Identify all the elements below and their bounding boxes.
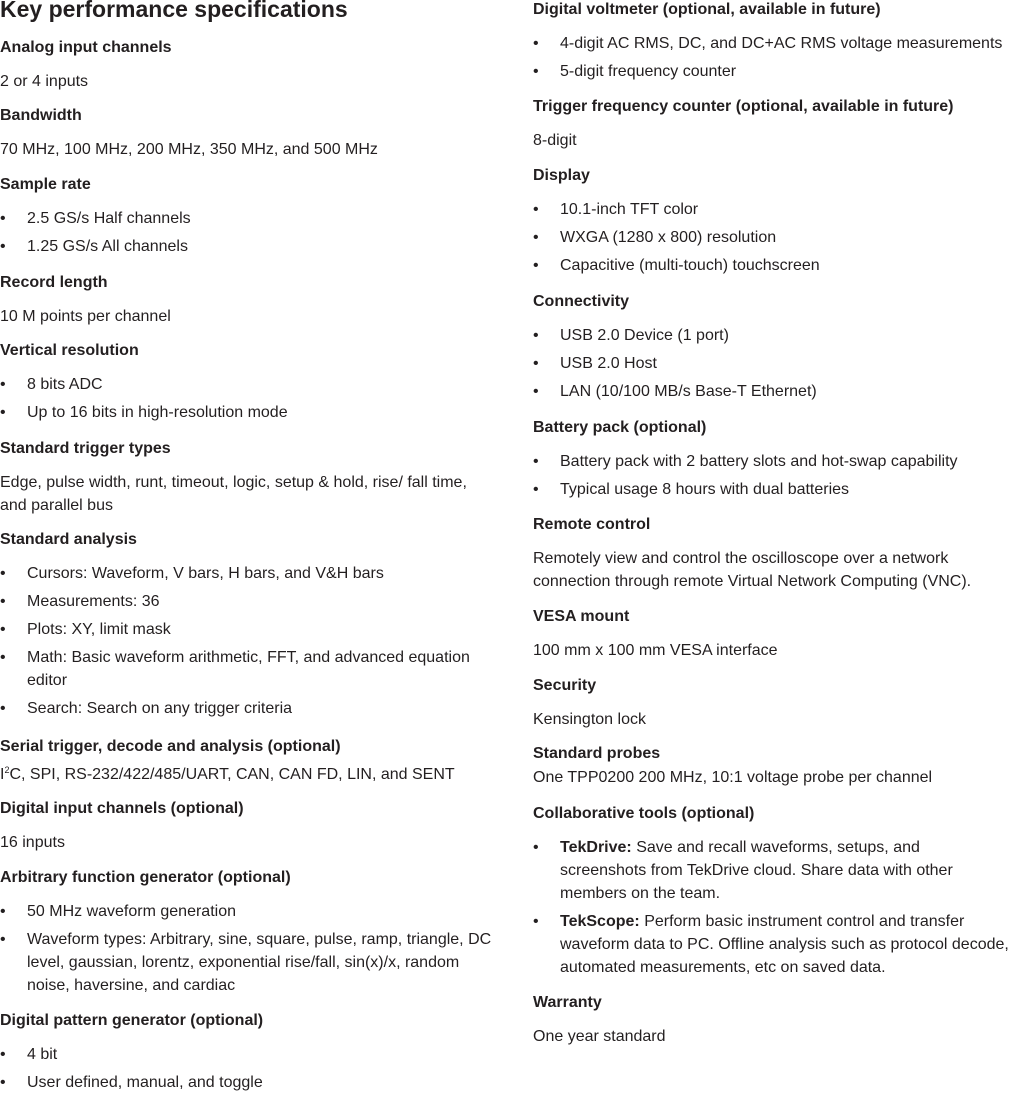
section-heading: VESA mount — [533, 608, 630, 625]
section-warranty — [533, 992, 1028, 1048]
tekdrive-text: Save and recall waveforms, setups, and screenshots from TekDrive cloud. Share data with other members on the team. — [560, 839, 953, 902]
section-connectivity — [533, 291, 1028, 403]
section-heading: Standard probes — [533, 745, 661, 762]
section-heading: Warranty — [533, 994, 602, 1011]
section-bandwidth — [0, 105, 505, 161]
section-heading: Security — [533, 677, 597, 694]
section-standard-probes — [533, 743, 1028, 789]
bullet-list — [533, 198, 1028, 277]
section-text: Remotely view and control the oscilloscope over a network connection through remote Virtual Network Computing (VNC). — [533, 550, 972, 590]
list-item-tekscope — [533, 910, 1028, 979]
section-heading: Collaborative tools (optional) — [533, 805, 755, 822]
list-item: • 10.1-inch TFT color — [533, 198, 1028, 221]
section-sample-rate — [0, 174, 505, 258]
section-heading: Record length — [0, 274, 108, 291]
i2c-prefix: I — [0, 766, 5, 783]
tekscope-label: TekScope: — [560, 913, 640, 930]
section-battery-pack — [533, 417, 1028, 501]
list-item: • 5-digit frequency counter — [533, 60, 1028, 83]
section-vesa-mount — [533, 606, 1028, 662]
list-item: • 8 bits ADC — [0, 373, 505, 396]
tekdrive-label: TekDrive: — [560, 839, 632, 856]
section-heading: Digital input channels (optional) — [0, 800, 244, 817]
list-item: • USB 2.0 Device (1 port) — [533, 324, 1028, 347]
list-item: • Plots: XY, limit mask — [0, 618, 480, 641]
section-heading: Connectivity — [533, 293, 630, 310]
list-item: • 1.25 GS/s All channels — [0, 235, 505, 258]
section-record-length — [0, 272, 505, 328]
bullet-list — [0, 562, 480, 720]
list-item: • Waveform types: Arbitrary, sine, square, pulse, ramp, triangle, DC level, gaussian, lorentz, exponential rise/fall, sin(x)/x, random noise, haversine, and cardiac — [0, 928, 502, 997]
section-serial-trigger — [0, 736, 505, 786]
list-item: • WXGA (1280 x 800) resolution — [533, 226, 1028, 249]
section-analog-input-channels — [0, 37, 505, 93]
serial-protocols: C, SPI, RS-232/422/485/UART, CAN, CAN FD, LIN, and SENT — [9, 766, 455, 783]
list-item: • 4 bit — [0, 1043, 505, 1066]
section-heading: Sample rate — [0, 176, 91, 193]
section-text: Kensington lock — [533, 711, 646, 728]
list-item: • Cursors: Waveform, V bars, H bars, and V&H bars — [0, 562, 480, 585]
list-item-tekdrive — [533, 836, 990, 905]
section-vertical-resolution — [0, 340, 505, 424]
section-text: 10 M points per channel — [0, 308, 171, 325]
list-item: • Measurements: 36 — [0, 590, 480, 613]
section-heading: Analog input channels — [0, 39, 172, 56]
section-heading: Digital pattern generator (optional) — [0, 1012, 264, 1029]
bullet-list — [533, 32, 1028, 83]
list-item: • 2.5 GS/s Half channels — [0, 207, 505, 230]
list-item: • 4-digit AC RMS, DC, and DC+AC RMS voltage measurements — [533, 32, 1028, 55]
section-collaborative-tools — [533, 803, 1028, 979]
bullet-list — [0, 1043, 505, 1094]
list-item: • USB 2.0 Host — [533, 352, 1028, 375]
tekscope-text: Perform basic instrument control and transfer waveform data to PC. Offline analysis such as protocol decode, automated measurements, etc on saved data. — [560, 913, 1009, 976]
list-item: • Up to 16 bits in high-resolution mode — [0, 401, 505, 424]
section-heading: Arbitrary function generator (optional) — [0, 869, 291, 886]
section-heading: Display — [533, 167, 590, 184]
bullet-list — [533, 324, 1028, 403]
section-text: 100 mm x 100 mm VESA interface — [533, 642, 778, 659]
section-text: 8-digit — [533, 132, 577, 149]
list-item: • Capacitive (multi-touch) touchscreen — [533, 254, 1028, 277]
section-heading: Vertical resolution — [0, 342, 139, 359]
bullet-list — [533, 450, 1028, 501]
list-item: • Search: Search on any trigger criteria — [0, 697, 480, 720]
list-item: • LAN (10/100 MB/s Base-T Ethernet) — [533, 380, 1028, 403]
section-heading: Trigger frequency counter (optional, available in future) — [533, 98, 954, 115]
section-text: 70 MHz, 100 MHz, 200 MHz, 350 MHz, and 500 MHz — [0, 141, 378, 158]
section-display — [533, 165, 1028, 277]
section-heading: Digital voltmeter (optional, available in future) — [533, 1, 881, 18]
section-security — [533, 675, 1028, 731]
list-item: • Math: Basic waveform arithmetic, FFT, and advanced equation editor — [0, 646, 480, 692]
section-arbitrary-function-generator — [0, 867, 505, 997]
section-heading: Standard analysis — [0, 531, 137, 548]
section-text: One TPP0200 200 MHz, 10:1 voltage probe per channel — [533, 769, 933, 786]
bullet-list — [0, 373, 505, 424]
list-item: • Battery pack with 2 battery slots and hot-swap capability — [533, 450, 1028, 473]
list-item: • User defined, manual, and toggle — [0, 1071, 505, 1094]
i2c-superscript: 2 — [4, 765, 10, 775]
section-heading: Bandwidth — [0, 107, 82, 124]
section-trigger-frequency-counter — [533, 96, 1028, 152]
section-text: 2 or 4 inputs — [0, 73, 89, 90]
section-text: One year standard — [533, 1028, 666, 1045]
section-text: 16 inputs — [0, 834, 65, 851]
list-item: • Typical usage 8 hours with dual batteries — [533, 478, 1028, 501]
bullet-list — [0, 207, 505, 258]
section-standard-analysis — [0, 529, 505, 720]
section-heading: Standard trigger types — [0, 440, 171, 457]
section-digital-voltmeter — [533, 0, 1028, 83]
section-remote-control — [533, 514, 1028, 593]
section-heading: Battery pack (optional) — [533, 419, 707, 436]
section-heading: Remote control — [533, 516, 651, 533]
page-title: Key performance specifications — [0, 0, 348, 22]
list-item: • 50 MHz waveform generation — [0, 900, 502, 923]
section-standard-trigger-types — [0, 438, 505, 517]
section-text — [0, 763, 505, 786]
section-digital-input-channels — [0, 798, 505, 854]
section-digital-pattern-generator — [0, 1010, 505, 1094]
bullet-list — [0, 900, 502, 997]
section-heading: Serial trigger, decode and analysis (optional) — [0, 738, 341, 755]
section-text: Edge, pulse width, runt, timeout, logic, setup & hold, rise/ fall time, and parallel bus — [0, 474, 467, 514]
bullet-list — [533, 836, 1028, 979]
